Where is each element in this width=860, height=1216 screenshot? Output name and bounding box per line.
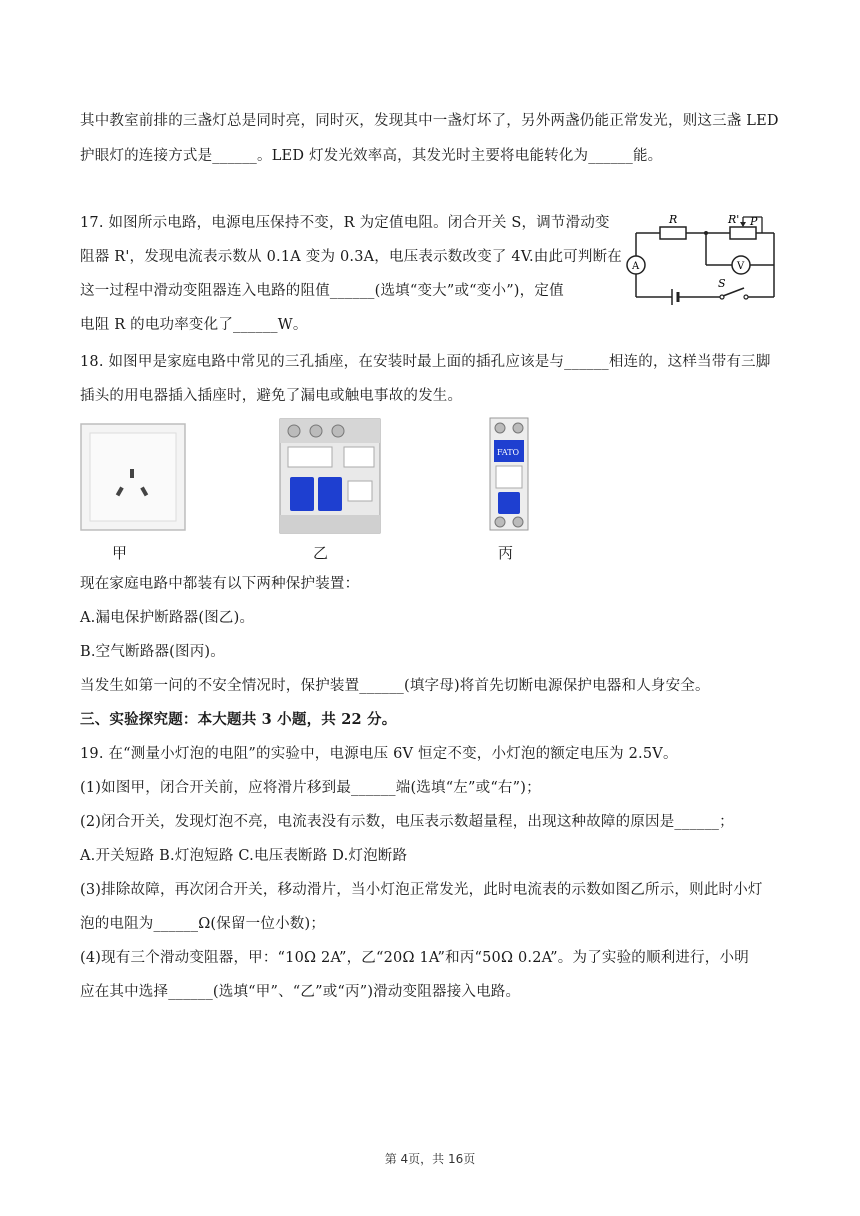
caption-jia: 甲 bbox=[112, 544, 128, 562]
label-voltmeter: V bbox=[737, 261, 745, 272]
question-17-cont: 这一过程中滑动变阻器连入电路的阻值______(选填“变大”或“变小”)，定值 bbox=[80, 283, 564, 299]
question-17-cont: 电阻 R 的电功率变化了______W。 bbox=[80, 317, 308, 333]
circuit-diagram bbox=[622, 208, 784, 308]
option-a: A.漏电保护断路器(图乙)。 bbox=[80, 610, 255, 626]
section-heading: 三、实验探究题：本大题共 3 小题，共 22 分。 bbox=[80, 711, 397, 728]
question-19-part1: (1)如图甲，闭合开关前，应将滑片移到最______端(选填“左”或“右”)； bbox=[80, 780, 541, 796]
caption-yi: 乙 bbox=[313, 544, 329, 562]
question-19-part4-cont: 应在其中选择______(选填“甲”、“乙”或“丙”)滑动变阻器接入电路。 bbox=[80, 984, 521, 1000]
question-19: 19. 在“测量小灯泡的电阻”的实验中，电源电压 6V 恒定不变，小灯泡的额定电压为 2.5V。 bbox=[80, 746, 678, 762]
question-19-part2: (2)闭合开关，发现灯泡不亮，电流表没有示数，电压表示数超量程，出现这种故障的原因是______； bbox=[80, 814, 734, 830]
question-19-part3-cont: 泡的电阻为______Ω(保留一位小数)； bbox=[80, 916, 326, 932]
text-line: 护眼灯的连接方式是______。LED 灯发光效率高，其发光时主要将电能转化为______能。 bbox=[80, 148, 663, 164]
label-r: R bbox=[669, 213, 678, 226]
socket-image bbox=[80, 423, 186, 531]
question-19-part3: (3)排除故障，再次闭合开关，移动滑片，当小灯泡正常发光，此时电流表的示数如图乙所示，则此时小灯 bbox=[80, 882, 763, 898]
label-p: P bbox=[750, 215, 758, 228]
page-footer: 第 4页，共 16页 bbox=[384, 1152, 476, 1166]
leakage-breaker-image bbox=[274, 415, 386, 537]
brand-label: FATO bbox=[497, 448, 520, 457]
text-line: 其中教室前排的三盏灯总是同时亮，同时灭，发现其中一盏灯坏了，另外两盏仍能正常发光，则这三盏 LED bbox=[80, 113, 779, 129]
question-19-part4: (4)现有三个滑动变阻器，甲：“10Ω 2A”，乙“20Ω 1A”和丙“50Ω 0.2A”。为了实验的顺利进行，小明 bbox=[80, 950, 749, 966]
question-18-cont: 现在家庭电路中都装有以下两种保护装置： bbox=[80, 576, 360, 592]
label-r-prime: R' bbox=[728, 213, 740, 226]
question-19-options: A.开关短路 B.灯泡短路 C.电压表断路 D.灯泡断路 bbox=[80, 848, 408, 864]
question-18: 18. 如图甲是家庭电路中常见的三孔插座，在安装时最上面的插孔应该是与______相连的，这样当带有三脚 bbox=[80, 354, 771, 370]
label-switch: S bbox=[718, 277, 726, 290]
question-18-cont: 当发生如第一问的不安全情况时，保护装置______(填字母)将首先切断电源保护电器和人身安全。 bbox=[80, 678, 710, 694]
label-ammeter: A bbox=[632, 261, 640, 272]
option-b: B.空气断路器(图丙)。 bbox=[80, 644, 225, 660]
caption-bing: 丙 bbox=[498, 544, 514, 562]
question-17: 17. 如图所示电路，电源电压保持不变，R 为定值电阻。闭合开关 S，调节滑动变 bbox=[80, 215, 610, 231]
air-breaker-image bbox=[488, 416, 530, 532]
question-17-cont: 阻器 R'，发现电流表示数从 0.1A 变为 0.3A，电压表示数改变了 4V.由此可判断在 bbox=[80, 249, 622, 265]
question-18-cont: 插头的用电器插入插座时，避免了漏电或触电事故的发生。 bbox=[80, 388, 463, 404]
